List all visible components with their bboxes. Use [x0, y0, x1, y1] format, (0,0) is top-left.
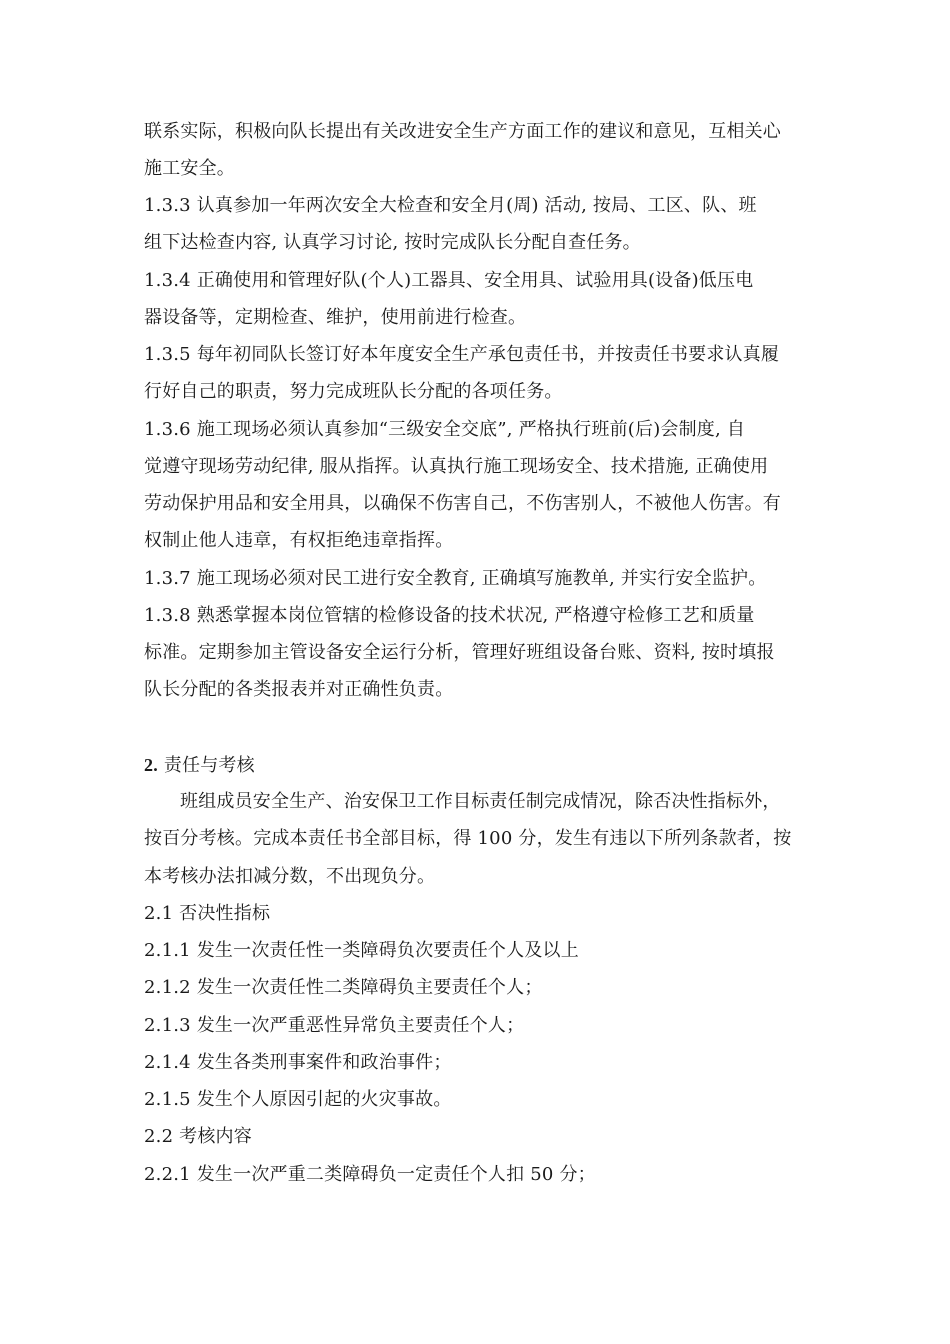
text-line: 1.3.8 熟悉掌握本岗位管辖的检修设备的技术状况, 严格遵守检修工艺和质量 [144, 605, 755, 626]
list-item: 2.1.4 发生各类刑事案件和政治事件； [144, 1052, 452, 1073]
text-line: 1.3.7 施工现场必须对民工进行安全教育, 正确填写施教单, 并实行安全监护。 [144, 568, 767, 589]
text-line: 标准。定期参加主管设备安全运行分析，管理好班组设备台账、资料, 按时填报 [144, 642, 775, 663]
text-line: 队长分配的各类报表并对正确性负责。 [144, 679, 454, 700]
list-item: 2.1.1 发生一次责任性一类障碍负次要责任个人及以上 [144, 940, 579, 961]
text-line: 施工安全。 [144, 158, 235, 179]
list-item: 2.1 否决性指标 [144, 903, 271, 924]
list-item: 2.1.2 发生一次责任性二类障碍负主要责任个人； [144, 977, 543, 998]
text-line: 行好自己的职责，努力完成班队长分配的各项任务。 [144, 381, 563, 402]
list-item: 2.2 考核内容 [144, 1126, 252, 1147]
list-item: 2.2.1 发生一次严重二类障碍负一定责任个人扣 50 分； [144, 1164, 596, 1185]
section-number: 2. [144, 755, 158, 775]
text-line: 1.3.5 每年初同队长签订好本年度安全生产承包责任书，并按责任书要求认真履 [144, 344, 780, 365]
paragraph-line: 本考核办法扣减分数，不出现负分。 [144, 866, 436, 887]
text-line: 联系实际，积极向队长提出有关改进安全生产方面工作的建议和意见，互相关心 [144, 121, 781, 142]
list-item: 2.1.3 发生一次严重恶性异常负主要责任个人； [144, 1015, 525, 1036]
text-line: 权制止他人违章，有权拒绝违章指挥。 [144, 530, 454, 551]
text-line: 1.3.4 正确使用和管理好队(个人)工器具、安全用具、试验用具(设备)低压电 [144, 270, 754, 291]
section-heading [144, 754, 255, 777]
text-line: 1.3.6 施工现场必须认真参加“三级安全交底”, 严格执行班前(后)会制度, 自 [144, 419, 746, 440]
text-line: 觉遵守现场劳动纪律, 服从指挥。认真执行施工现场安全、技术措施, 正确使用 [144, 456, 769, 477]
text-line: 器设备等，定期检查、维护，使用前进行检查。 [144, 307, 527, 328]
text-line: 1.3.3 认真参加一年两次安全大检查和安全月(周) 活动, 按局、工区、队、班 [144, 195, 757, 216]
text-line: 劳动保护用品和安全用具，以确保不伤害自己，不伤害别人，不被他人伤害。有 [144, 493, 781, 514]
list-item: 2.1.5 发生个人原因引起的火灾事故。 [144, 1089, 452, 1110]
paragraph-line: 班组成员安全生产、治安保卫工作目标责任制完成情况，除否决性指标外， [180, 791, 781, 812]
section-title: 责任与考核 [163, 755, 255, 776]
text-line: 组下达检查内容, 认真学习讨论, 按时完成队长分配自查任务。 [144, 232, 641, 253]
paragraph-line: 按百分考核。完成本责任书全部目标，得 100 分，发生有违以下所列条款者，按 [144, 828, 792, 849]
